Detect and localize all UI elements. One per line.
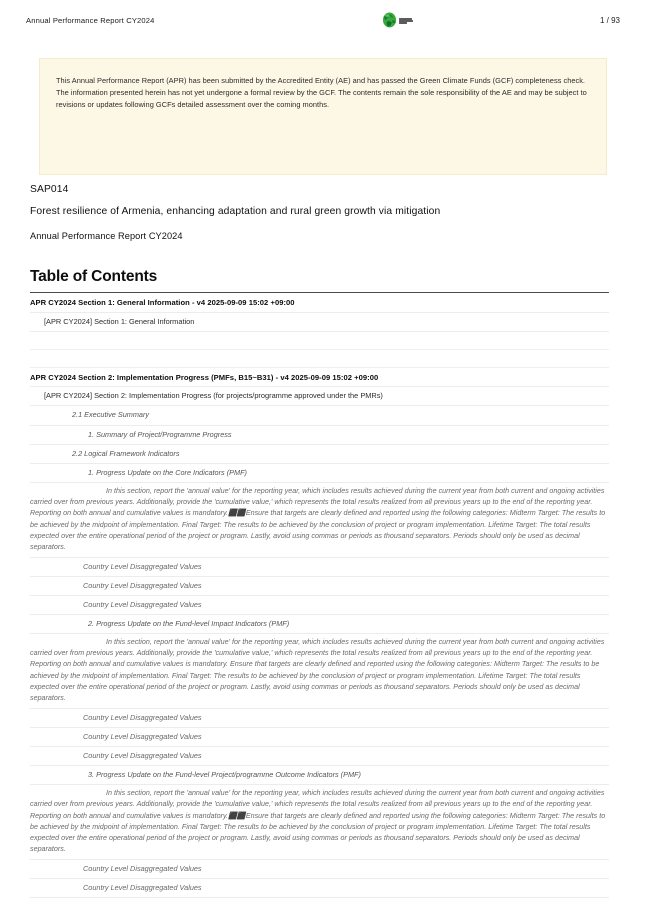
toc-section-row[interactable]	[30, 293, 609, 313]
toc-description-row[interactable]	[30, 483, 609, 558]
toc-entry-label: In this section, report the 'annual value' for the reporting year, which includes results achieved during the current year from both current and ongoing activities carried over from previous years. Additionally, provide the 'cumulative value,' which represents the total results realized from all previous years up to the end of the reporting year. Reporting on both annual and cumulative values is mandatory. Ensure that targets are clearly defined and reported using the following categories: Midterm Target: The results to be achieved by the midpoint of implementation. Final Target: The results to be achieved by the conclusion of project or program implementation. Lifetime Target: The total results expected over the entire operational period of the project or program. Lastly, avoid using commas or periods as thousand separators. Periods should only be used as decimal separators.	[30, 637, 605, 703]
gcf-wordmark-icon	[399, 16, 413, 24]
toc-entry-label: Country Level Disaggregated Values	[83, 561, 202, 571]
toc-entry-label: 3. Progress Update on the Fund-level Project/programme Outcome Indicators (PMF)	[88, 769, 361, 779]
toc-entry-row[interactable]	[30, 313, 609, 332]
toc-heading: Table of Contents	[30, 268, 158, 285]
document-title-block	[30, 184, 610, 241]
toc-entry-row[interactable]	[30, 406, 609, 425]
toc-entry-row[interactable]	[30, 747, 609, 766]
header-report-title: Annual Performance Report CY2024	[26, 15, 155, 25]
toc-entry-row[interactable]	[30, 860, 609, 879]
toc-entry-row[interactable]	[30, 879, 609, 898]
toc-entry-label: 2.2 Logical Framework Indicators	[72, 448, 180, 458]
toc-section-row[interactable]	[30, 368, 609, 388]
toc-entry-label: [APR CY2024] Section 2: Implementation Progress (for projects/programme approved under the PMRs)	[44, 391, 383, 401]
completeness-notice-text: This Annual Performance Report (APR) has been submitted by the Accredited Entity (AE) and has passed the Green Climate Funds (GCF) completeness check. The information presented herein has not yet undergone a formal review by the GCF. The contents remain the sole responsibility of the AE and may be subject to revisions or updates following GCFs detailed assessment over the coming months.	[56, 76, 587, 109]
toc-entry-row[interactable]	[30, 709, 609, 728]
toc-entry-label: [APR CY2024] Section 1: General Information	[44, 316, 195, 326]
page-header	[0, 9, 646, 31]
toc-entry-row[interactable]	[30, 596, 609, 615]
green-climate-fund-logo-icon	[382, 12, 414, 28]
toc-entry-label: Country Level Disaggregated Values	[83, 750, 202, 760]
toc-entry-row[interactable]	[30, 577, 609, 596]
toc-entry-label: APR CY2024 Section 2: Implementation Progress (PMFs, B15~B31) - v4 2025-09-09 15:02 +09:00	[30, 372, 379, 382]
toc-spacer-row	[30, 350, 609, 368]
toc-entry-label: 1. Progress Update on the Core Indicators (PMF)	[88, 467, 247, 477]
toc-entry-label: Country Level Disaggregated Values	[83, 712, 202, 722]
toc-entry-row[interactable]	[30, 728, 609, 747]
page-title: Forest resilience of Armenia, enhancing adaptation and rural green growth via mitigation	[30, 206, 441, 217]
toc-entry-row[interactable]	[30, 464, 609, 483]
toc-entry-row[interactable]	[30, 558, 609, 577]
toc-entry-label: Country Level Disaggregated Values	[83, 599, 202, 609]
toc-description-row[interactable]	[30, 634, 609, 709]
toc-entry-label: Country Level Disaggregated Values	[83, 882, 202, 892]
toc-entry-label: APR CY2024 Section 1: General Information - v4 2025-09-09 15:02 +09:00	[30, 298, 295, 307]
toc-entry-label: 2.1 Executive Summary	[72, 410, 150, 420]
toc-spacer-row	[30, 332, 609, 350]
document-subtitle: Annual Performance Report CY2024	[30, 231, 183, 241]
toc-entry-row[interactable]	[30, 445, 609, 464]
project-code: SAP014	[30, 184, 69, 195]
toc-entry-list	[30, 293, 609, 898]
toc-entry-label: Country Level Disaggregated Values	[83, 731, 202, 741]
toc-entry-label: In this section, report the 'annual value' for the reporting year, which includes results achieved during the current year from both current and ongoing activities carried over from previous years. Additionally, provide the 'cumulative value,' which represents the total results realized from all previous years up to the end of the reporting year. Reporting on both annual and cumulative values is mandatory.⬛⬛Ensure that targets are clearly defined and reported using the following categories: Midterm Target: The results to be achieved by the midpoint of implementation. Final Target: The results to be achieved by the conclusion of project or program implementation. Lifetime Target: The total results expected over the entire operational period of the project or program. Lastly, avoid using commas or periods as thousand separators. Periods should only be used as decimal separators.	[30, 788, 606, 854]
toc-entry-row[interactable]	[30, 615, 609, 634]
toc-description-row[interactable]	[30, 785, 609, 860]
toc-entry-label: 2. Progress Update on the Fund-level Impact Indicators (PMF)	[88, 618, 290, 628]
toc-entry-row[interactable]	[30, 387, 609, 406]
page-number-indicator: 1 / 93	[599, 15, 620, 25]
completeness-notice-box	[39, 58, 607, 175]
toc-entry-label: In this section, report the 'annual value' for the reporting year, which includes results achieved during the current year from both current and ongoing activities carried over from previous years. Additionally, provide the 'cumulative value,' which represents the total results realized from all previous years up to the end of the reporting year. Reporting on both annual and cumulative values is mandatory.⬛⬛Ensure that targets are clearly defined and reported using the following categories: Midterm Target: The results to be achieved by the midpoint of implementation. Final Target: The results to be achieved by the conclusion of project or program implementation. Lifetime Target: The total results expected over the entire operational period of the project or program. Lastly, avoid using commas or periods as thousand separators. Periods should only be used as decimal separators.	[30, 486, 606, 552]
toc-entry-row[interactable]	[30, 766, 609, 785]
toc-entry-label: Country Level Disaggregated Values	[83, 863, 202, 873]
toc-entry-label: Country Level Disaggregated Values	[83, 580, 202, 590]
table-of-contents	[30, 268, 609, 898]
header-logo-area	[382, 12, 414, 28]
toc-entry-row[interactable]	[30, 426, 609, 445]
toc-entry-label: 1. Summary of Project/Programme Progress	[88, 429, 232, 439]
globe-icon	[382, 12, 397, 28]
